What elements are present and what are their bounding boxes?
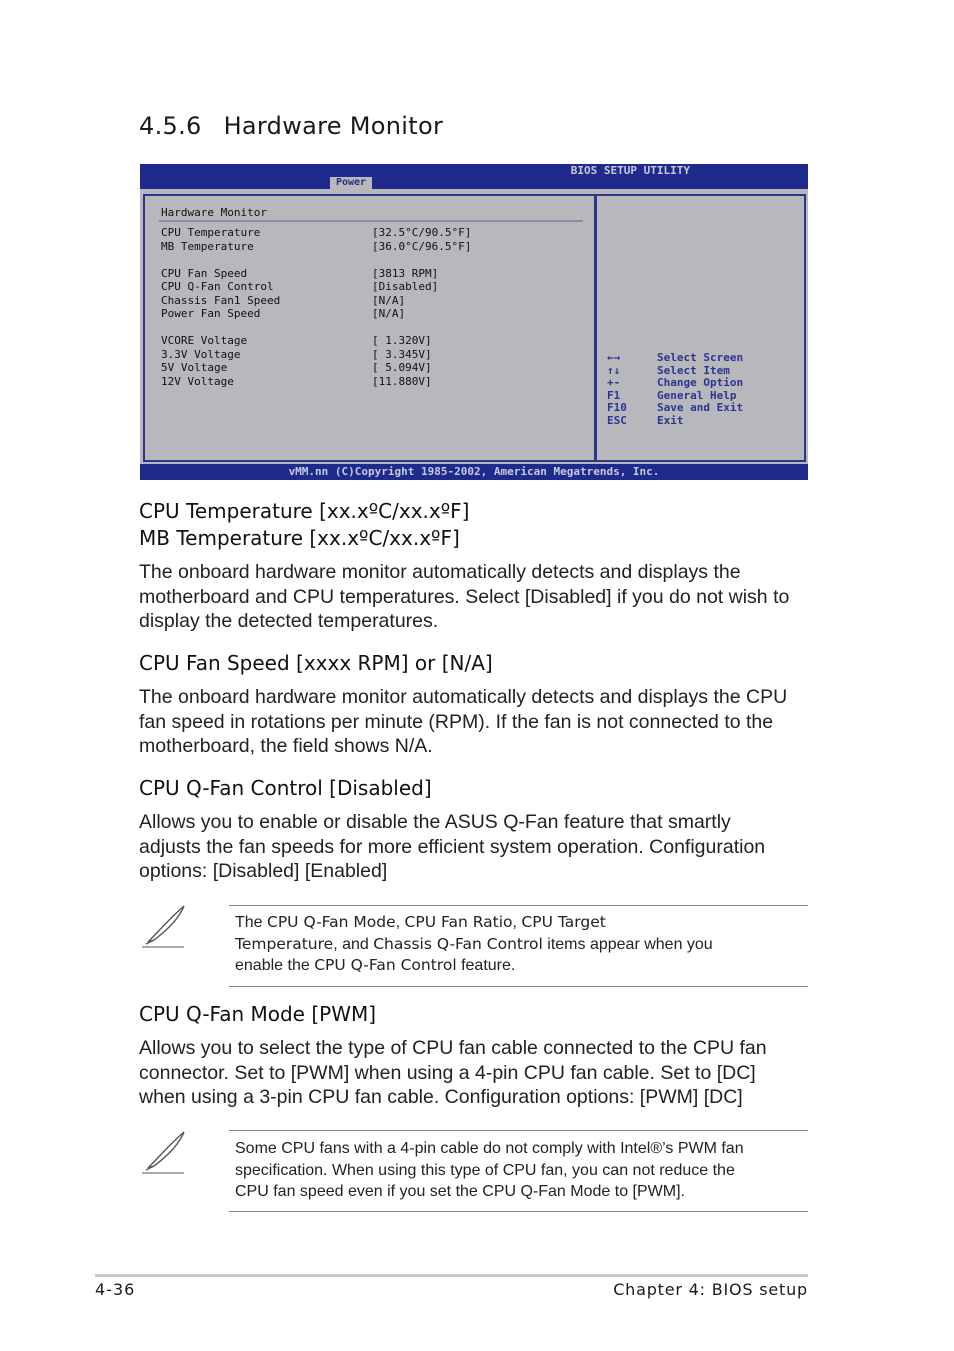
bios-panel-heading: Hardware Monitor	[161, 206, 267, 219]
section-number: 4.5.6	[139, 112, 202, 140]
paragraph-line: Allows you to enable or disable the ASUS Q-Fan feature that smartly	[139, 811, 731, 833]
note-setting-name: Chassis Q-Fan Control	[373, 934, 543, 953]
bios-key-row	[607, 377, 743, 390]
note-text-segment: feature.	[456, 957, 516, 974]
bios-setting-row	[161, 240, 471, 254]
bios-key: ESC	[607, 413, 627, 427]
note-pen-icon	[140, 1128, 188, 1176]
bios-setting-value: [ 5.094V]	[372, 361, 432, 374]
bios-setting-value: [ 1.320V]	[372, 334, 432, 347]
paragraph-line: The onboard hardware monitor automatically detects and displays the CPU	[139, 686, 788, 708]
bios-setting-row	[161, 294, 471, 308]
bios-key: F1	[607, 388, 621, 402]
bios-setting-row	[161, 375, 471, 389]
paragraph-line: The onboard hardware monitor automatically detects and displays the	[139, 561, 741, 583]
bios-setting-value: [ 3.345V]	[372, 347, 432, 361]
qfan-control-paragraph	[139, 810, 811, 884]
note-text-segment: enable the	[235, 957, 315, 974]
paragraph-line: display the detected temperatures.	[139, 610, 439, 632]
qfan-mode-heading: CPU Q-Fan Mode [PWM]	[139, 1002, 377, 1026]
note-text-segment: , and	[333, 935, 374, 953]
footer-divider	[95, 1274, 808, 1277]
bios-title-bar	[140, 164, 808, 189]
bios-key: ←→	[607, 351, 621, 364]
bios-key-action: Select Screen	[657, 351, 744, 364]
bios-setting-label: VCORE Voltage	[161, 334, 248, 347]
bios-key-action: Save and Exit	[657, 401, 744, 415]
note-text-segment: items appear when you	[542, 935, 713, 953]
bios-screenshot	[140, 164, 808, 480]
bios-setting-label: CPU Temperature	[161, 226, 261, 239]
cpu-fan-speed-heading: CPU Fan Speed [xxxx RPM] or [N/A]	[139, 651, 493, 675]
paragraph-line: motherboard, the field shows N/A.	[139, 735, 433, 757]
cpu-temp-heading: CPU Temperature [xx.xºC/xx.xºF]	[139, 499, 470, 523]
bios-setting-label: CPU Q-Fan Control	[161, 280, 274, 293]
paragraph-line: motherboard and CPU temperatures. Select [Disabled] if you do not wish to	[139, 585, 790, 608]
bios-help-panel	[595, 194, 806, 462]
bios-setting-label: Power Fan Speed	[161, 307, 261, 320]
bios-setting-label: 5V Voltage	[161, 361, 228, 374]
note-setting-name: CPU Q-Fan Control	[314, 956, 457, 974]
paragraph-line: Allows you to select the type of CPU fan cable connected to the CPU fan	[139, 1037, 767, 1059]
bios-key-action: Change Option	[657, 376, 744, 390]
paragraph-line: fan speed in rotations per minute (RPM). If the fan is not connected to the	[139, 710, 774, 733]
bios-setting-value: [11.880V]	[372, 374, 432, 388]
bios-setting-value: [32.5°C/90.5°F]	[372, 226, 472, 239]
qfan-mode-paragraph	[139, 1036, 811, 1110]
cpu-fan-speed-paragraph	[139, 685, 811, 759]
bios-setting-row	[161, 267, 471, 281]
bios-setting-label: Chassis Fan1 Speed	[161, 293, 281, 307]
paragraph-line: options: [Disabled] [Enabled]	[139, 860, 388, 882]
note-text	[235, 912, 807, 977]
bios-title: BIOS SETUP UTILITY	[570, 164, 690, 177]
note-text	[235, 1138, 807, 1203]
note-line: specification. When using this type of CPU fan, you can not reduce the	[235, 1161, 735, 1179]
section-title	[139, 112, 443, 140]
note-text-segment: ,	[512, 914, 522, 931]
note-setting-name: CPU Target	[521, 913, 606, 931]
paragraph-line: when using a 3-pin CPU fan cable. Configuration options: [PWM] [DC]	[139, 1086, 743, 1108]
bios-setting-row	[161, 226, 471, 240]
note-line: CPU fan speed even if you set the CPU Q-Fan Mode to [PWM].	[235, 1183, 685, 1200]
bios-heading-divider	[159, 220, 583, 222]
bios-setting-value: [36.0°C/96.5°F]	[372, 239, 472, 253]
bios-key: ↑↓	[607, 363, 621, 377]
cpu-temp-paragraph	[139, 560, 811, 634]
bios-setting-label: 12V Voltage	[161, 374, 234, 388]
section-title-text: Hardware Monitor	[223, 112, 444, 140]
bios-key: F10	[607, 401, 627, 415]
note-line: Some CPU fans with a 4-pin cable do not comply with Intel®’s PWM fan	[235, 1140, 744, 1157]
note-setting-name: Temperature	[235, 934, 334, 953]
bios-setting-row	[161, 361, 471, 375]
note-setting-name: CPU Q-Fan Mode	[267, 913, 396, 931]
paragraph-line: adjusts the fan speeds for more efficient system operation. Configuration	[139, 835, 766, 858]
bios-tab-power: Power	[330, 177, 372, 189]
bios-key-action: Select Item	[657, 363, 730, 377]
bios-copyright-bar: vMM.nn (C)Copyright 1985-2002, American Megatrends, Inc.	[140, 464, 808, 480]
bios-setting-row	[161, 307, 471, 321]
bios-setting-value: [N/A]	[372, 307, 406, 320]
bios-setting-label: CPU Fan Speed	[161, 266, 248, 280]
note-box	[229, 1130, 808, 1212]
bios-settings-panel	[143, 194, 596, 462]
page-number: 4-36	[95, 1280, 136, 1299]
note-text-segment: ,	[395, 914, 405, 931]
bios-key-row	[607, 415, 743, 428]
bios-key-legend	[607, 352, 743, 428]
bios-setting-row	[161, 348, 471, 362]
bios-setting-label: 3.3V Voltage	[161, 347, 241, 361]
chapter-label: Chapter 4: BIOS setup	[613, 1280, 808, 1299]
paragraph-line: connector. Set to [PWM] when using a 4-pin CPU fan cable. Set to [DC]	[139, 1061, 756, 1084]
mb-temp-heading: MB Temperature [xx.xºC/xx.xºF]	[139, 526, 460, 550]
bios-key: +-	[607, 376, 621, 390]
bios-key-row	[607, 352, 743, 365]
note-box	[229, 905, 808, 987]
note-text-segment: The	[235, 914, 268, 931]
bios-setting-row	[161, 334, 471, 348]
note-pen-icon	[140, 902, 188, 950]
note-setting-name: CPU Fan Ratio	[404, 913, 513, 931]
bios-setting-value: [N/A]	[372, 293, 406, 307]
bios-key-action: Exit	[657, 413, 684, 427]
qfan-control-heading: CPU Q-Fan Control [Disabled]	[139, 776, 432, 800]
bios-setting-row	[161, 280, 471, 294]
bios-setting-label: MB Temperature	[161, 239, 254, 253]
bios-key-action: General Help	[657, 388, 737, 402]
bios-setting-value: [3813 RPM]	[372, 266, 439, 280]
bios-settings-list	[161, 226, 471, 388]
bios-setting-value: [Disabled]	[372, 280, 439, 293]
